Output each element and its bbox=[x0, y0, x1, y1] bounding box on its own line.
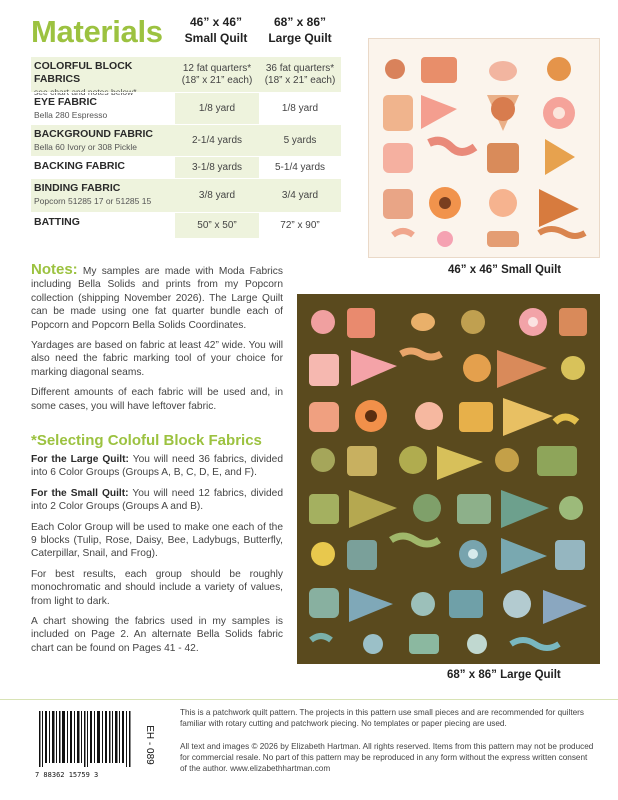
column-header-small-name: Small Quilt bbox=[184, 31, 248, 45]
large-quilt-amount bbox=[259, 57, 341, 92]
notes-section bbox=[31, 263, 283, 420]
column-header-large-name: Large Quilt bbox=[268, 31, 332, 45]
row-label: BACKGROUND FABRIC bbox=[34, 128, 153, 140]
row-label: BACKING FABRIC bbox=[34, 160, 125, 172]
small-quilt-amount: 3-1/8 yards bbox=[175, 157, 259, 178]
column-header-large-size: 68” x 86” bbox=[273, 15, 327, 29]
large-quilt-text: You will need 36 fabrics, divided into 6 Color Groups (Groups A, B, C, D, E, and F). bbox=[31, 454, 283, 479]
row-label: COLORFUL BLOCK FABRICS bbox=[34, 60, 133, 85]
row-label: BATTING bbox=[34, 216, 80, 228]
row-label-cell bbox=[31, 179, 175, 212]
row-sublabel: Bella 280 Espresso bbox=[34, 110, 108, 120]
large-quilt-amount: 72” x 90” bbox=[280, 219, 320, 231]
table-row bbox=[31, 212, 341, 238]
small-quilt-caption: 46” x 46” Small Quilt bbox=[448, 264, 562, 276]
small-quilt-text: You will need 12 fabrics, divided into 2 Color Groups (Groups A and B). bbox=[31, 487, 283, 513]
footer-divider bbox=[0, 699, 618, 700]
large-quilt-caption: 68” x 86” Large Quilt bbox=[447, 669, 561, 681]
product-code: EH - 089 bbox=[144, 725, 155, 765]
large-quilt-image bbox=[297, 294, 600, 664]
row-sublabel: see chart and notes below* bbox=[34, 87, 137, 97]
large-quilt-amount: 1/8 yard bbox=[281, 102, 319, 114]
notes-label: Notes: bbox=[31, 261, 78, 278]
small-quilt-amount bbox=[175, 57, 259, 92]
large-quilt-amount: 3/4 yard bbox=[259, 179, 341, 212]
footer-copyright: All text and images © 2026 by Elizabeth Hartman. All rights reserved. Items from this pattern may not be produced for commercial resale. No part of this pattern may be reproduced in any form without the express written consent of the author. www.elizabethhartman.com bbox=[180, 742, 594, 773]
notes-paragraph-3: Different amounts of each fabric will be used and, in some cases, you will have leftover fabric. bbox=[31, 387, 283, 412]
amount-line: 12 fat quarters* bbox=[182, 62, 252, 74]
table-row bbox=[31, 178, 341, 212]
amount-line: (18” x 21” each) bbox=[264, 74, 336, 86]
column-header-large bbox=[258, 14, 342, 46]
selecting-section bbox=[31, 453, 283, 662]
footer-pattern-note: This is a patchwork quilt pattern. The projects in this pattern use small pieces and are recommended for quilters familiar with rotary cutting and patchwork piecing. No templates or paper piecing are used. bbox=[180, 708, 584, 728]
small-quilt-amount: 2-1/4 yards bbox=[175, 125, 259, 156]
amount-line: 36 fat quarters* bbox=[265, 62, 335, 74]
materials-table bbox=[31, 56, 341, 238]
large-quilt-label: For the Large Quilt: bbox=[31, 454, 129, 465]
row-label-cell bbox=[31, 57, 175, 97]
table-row bbox=[31, 124, 341, 156]
selecting-heading: *Selecting Coloful Block Fabrics bbox=[31, 432, 262, 449]
notes-paragraph-2: Yardages are based on fabric at least 42” wide. You will also need the fabric marking tool of your choice for marking diagonal seams. bbox=[31, 340, 283, 378]
row-sublabel: Bella 60 Ivory or 308 Pickle bbox=[34, 142, 137, 152]
row-label-cell bbox=[31, 93, 175, 124]
large-quilt-amount: 5-1/4 yards bbox=[274, 161, 326, 173]
row-sublabel: Popcorn 51285 17 or 51285 15 bbox=[34, 196, 152, 206]
selecting-paragraph-4: For best results, each group should be roughly monochromatic and should include a variety of values, from light to dark. bbox=[31, 568, 283, 607]
table-row bbox=[31, 156, 341, 178]
row-label: EYE FABRIC bbox=[34, 96, 98, 108]
column-header-small-size: 46” x 46” bbox=[189, 15, 243, 29]
small-quilt-image bbox=[368, 38, 600, 258]
row-label-cell bbox=[31, 125, 175, 156]
small-quilt-amount: 50” x 50” bbox=[175, 213, 259, 238]
selecting-small-paragraph bbox=[31, 487, 283, 514]
selecting-paragraph-5: A chart showing the fabrics used in my samples is included on Page 2. An alternate Bella Solids fabric chart can be found on Pages 41 - 42. bbox=[31, 616, 283, 654]
table-row bbox=[31, 92, 341, 124]
selecting-large-paragraph bbox=[31, 453, 283, 480]
small-quilt-blocks bbox=[369, 39, 599, 257]
row-label: BINDING FABRIC bbox=[34, 182, 121, 194]
table-row bbox=[31, 56, 341, 97]
barcode-graphic bbox=[31, 707, 161, 781]
selecting-paragraph-3: Each Color Group will be used to make one each of the 9 blocks (Tulip, Rose, Daisy, Bee, Ladybugs, Butterfly, Caterpillar, Snail, and Frog). bbox=[31, 521, 283, 560]
large-quilt-amount: 5 yards bbox=[259, 125, 341, 156]
large-quilt-blocks bbox=[297, 294, 600, 664]
barcode-digits: 7 88362 15759 3 bbox=[35, 771, 99, 779]
small-quilt-label: For the Small Quilt: bbox=[31, 487, 129, 499]
materials-title: Materials bbox=[31, 14, 163, 49]
small-quilt-amount: 1/8 yard bbox=[175, 93, 259, 124]
notes-paragraph-1 bbox=[31, 263, 283, 332]
column-header-small bbox=[174, 14, 258, 46]
notes-text: My samples are made with Moda Fabrics including Bella Solids and prints from my Popcorn collection (shipping November 2026). The Large Quilt can be made using one fat quarter bundle each of Popcorn and Popcorn Bella Solids Coordinates. bbox=[31, 266, 283, 331]
barcode bbox=[31, 707, 161, 781]
row-label-cell bbox=[31, 157, 175, 178]
small-quilt-amount: 3/8 yard bbox=[175, 179, 259, 212]
row-label-cell bbox=[31, 213, 175, 238]
amount-line: (18” x 21” each) bbox=[181, 74, 253, 86]
